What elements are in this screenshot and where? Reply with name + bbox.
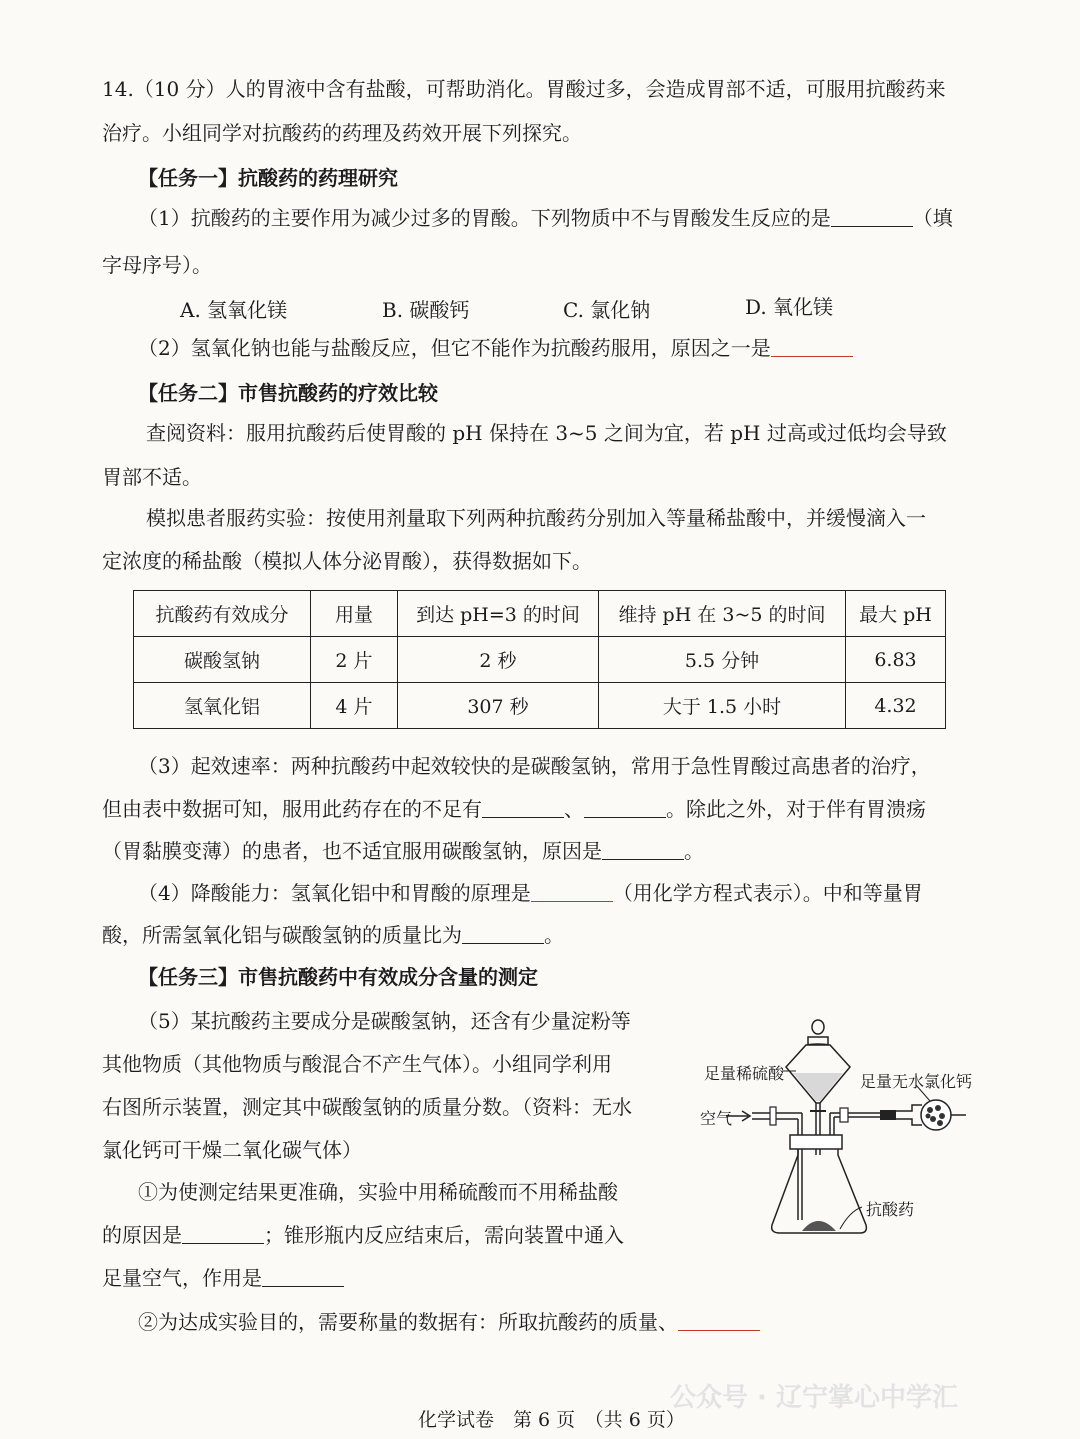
table-row <box>134 683 946 729</box>
table-header: 到达 pH=3 的时间 <box>398 591 599 637</box>
q2-line: （2）氢氧化钠也能与盐酸反应，但它不能作为抗酸药服用，原因之一是 <box>138 333 853 363</box>
table-header: 用量 <box>311 591 398 637</box>
table-cell: 4 片 <box>311 683 398 729</box>
q14-intro-line2: 治疗。小组同学对抗酸药的药理及药效开展下列探究。 <box>102 121 582 145</box>
sub1-line1: ①为使测定结果更准确，实验中用稀硫酸而不用稀盐酸 <box>138 1180 618 1204</box>
watermark: 公众号 · 辽宁掌心中学汇 <box>670 1383 958 1413</box>
data-table <box>133 590 946 729</box>
antacid-powder <box>802 1221 836 1231</box>
page-footer: 化学试卷 第 6 页 （共 6 页） <box>418 1409 685 1431</box>
table-header: 抗酸药有效成分 <box>134 591 311 637</box>
table-cell: 大于 1.5 小时 <box>599 683 846 729</box>
acid-liquid <box>793 1073 843 1101</box>
air-clamp[interactable] <box>770 1107 776 1125</box>
sub1-answer-blank-2[interactable] <box>262 1266 344 1287</box>
table-header: 最大 pH <box>846 591 946 637</box>
table-cell: 307 秒 <box>398 683 599 729</box>
sub1-line3: 足量空气，作用是 <box>102 1263 344 1293</box>
q1-answer-blank[interactable] <box>831 206 913 227</box>
task2-title: 【任务二】市售抗酸药的疗效比较 <box>138 381 438 405</box>
label-sulfuric-acid: 足量稀硫酸 <box>704 1064 785 1083</box>
label-calcium-chloride: 足量无水氯化钙 <box>860 1072 973 1091</box>
task1-title: 【任务一】抗酸药的药理研究 <box>138 166 398 190</box>
table-cell: 碳酸氢钠 <box>134 637 311 683</box>
table-header-row <box>134 591 946 637</box>
q3-line1: （3）起效速率：两种抗酸药中起效较快的是碳酸氢钠，常用于急性胃酸过高患者的治疗， <box>138 754 931 778</box>
rubber-connector <box>880 1110 896 1120</box>
apparatus-diagram <box>690 1015 990 1250</box>
q4-line2: 酸，所需氢氧化铝与碳酸氢钠的质量比为 。 <box>102 923 564 947</box>
table-cell: 6.83 <box>846 637 946 683</box>
table-cell: 4.32 <box>846 683 946 729</box>
q4-line1: （4）降酸能力：氢氧化铝中和胃酸的原理是 （用化学方程式表示）。中和等量胃 <box>138 881 923 905</box>
q5-line4: 氯化钙可干燥二氧化碳气体） <box>102 1138 362 1162</box>
option-b: B. 碳酸钙 <box>382 298 470 322</box>
sub2-line: ②为达成实验目的，需要称量的数据有：所取抗酸药的质量、 <box>138 1307 760 1337</box>
table-cell: 氢氧化铝 <box>134 683 311 729</box>
q3-line2: 但由表中数据可知，服用此药存在的不足有 、 。除此之外，对于伴有胃溃疡 <box>102 797 926 821</box>
funnel-stopper <box>812 1020 824 1034</box>
table-row <box>134 637 946 683</box>
q1-line2: 字母序号）。 <box>102 253 212 277</box>
table-cell: 2 片 <box>311 637 398 683</box>
option-a: A. 氢氧化镁 <box>180 298 288 322</box>
label-air: 空气 <box>700 1109 733 1128</box>
simulation-line1: 模拟患者服药实验：按使用剂量取下列两种抗酸药分别加入等量稀盐酸中，并缓慢滴入一 <box>146 506 926 530</box>
table-cell: 5.5 分钟 <box>599 637 846 683</box>
simulation-line2: 定浓度的稀盐酸（模拟人体分泌胃酸），获得数据如下。 <box>102 549 592 573</box>
q2-answer-blank[interactable] <box>771 336 853 357</box>
q4-answer-blank-1[interactable] <box>531 881 613 902</box>
q4-answer-blank-2[interactable] <box>462 923 544 944</box>
reference-line1: 查阅资料：服用抗酸药后使胃酸的 pH 保持在 3~5 之间为宜，若 pH 过高或过低均会导致 <box>146 421 947 445</box>
erlenmeyer-flask <box>772 1149 867 1233</box>
q5-line1: （5）某抗酸药主要成分是碳酸氢钠，还含有少量淀粉等 <box>138 1009 631 1033</box>
q5-line3: 右图所示装置，测定其中碳酸氢钠的质量分数。（资料：无水 <box>102 1095 632 1119</box>
q5-line2: 其他物质（其他物质与酸混合不产生气体）。小组同学利用 <box>102 1052 612 1076</box>
q3-answer-blank-2[interactable] <box>584 797 666 818</box>
sub1-answer-blank-1[interactable] <box>182 1223 264 1244</box>
sub2-answer-blank[interactable] <box>678 1310 760 1331</box>
q3-line3: （胃黏膜变薄）的患者，也不适宜服用碳酸氢钠，原因是 。 <box>102 839 704 863</box>
sub1-line2: 的原因是 ；锥形瓶内反应结束后，需向装置中通入 <box>102 1223 624 1247</box>
option-d: D. 氧化镁 <box>745 295 834 319</box>
table-cell: 2 秒 <box>398 637 599 683</box>
q3-answer-blank-3[interactable] <box>602 839 684 860</box>
q3-answer-blank-1[interactable] <box>482 797 564 818</box>
label-antacid: 抗酸药 <box>866 1200 915 1219</box>
task3-title: 【任务三】市售抗酸药中有效成分含量的测定 <box>138 965 538 989</box>
reference-line2: 胃部不适。 <box>102 465 202 489</box>
q1-line1: （1）抗酸药的主要作用为减少过多的胃酸。下列物质中不与胃酸发生反应的是 （填 <box>138 206 953 230</box>
table-header: 维持 pH 在 3~5 的时间 <box>599 591 846 637</box>
flask-stopper <box>790 1135 842 1149</box>
option-c: C. 氯化钠 <box>563 298 651 322</box>
drying-tube-bulb <box>921 1100 951 1130</box>
q14-intro-line1: 14.（10 分）人的胃液中含有盐酸，可帮助消化。胃酸过多，会造成胃部不适，可服用抗酸药来 <box>102 77 946 101</box>
